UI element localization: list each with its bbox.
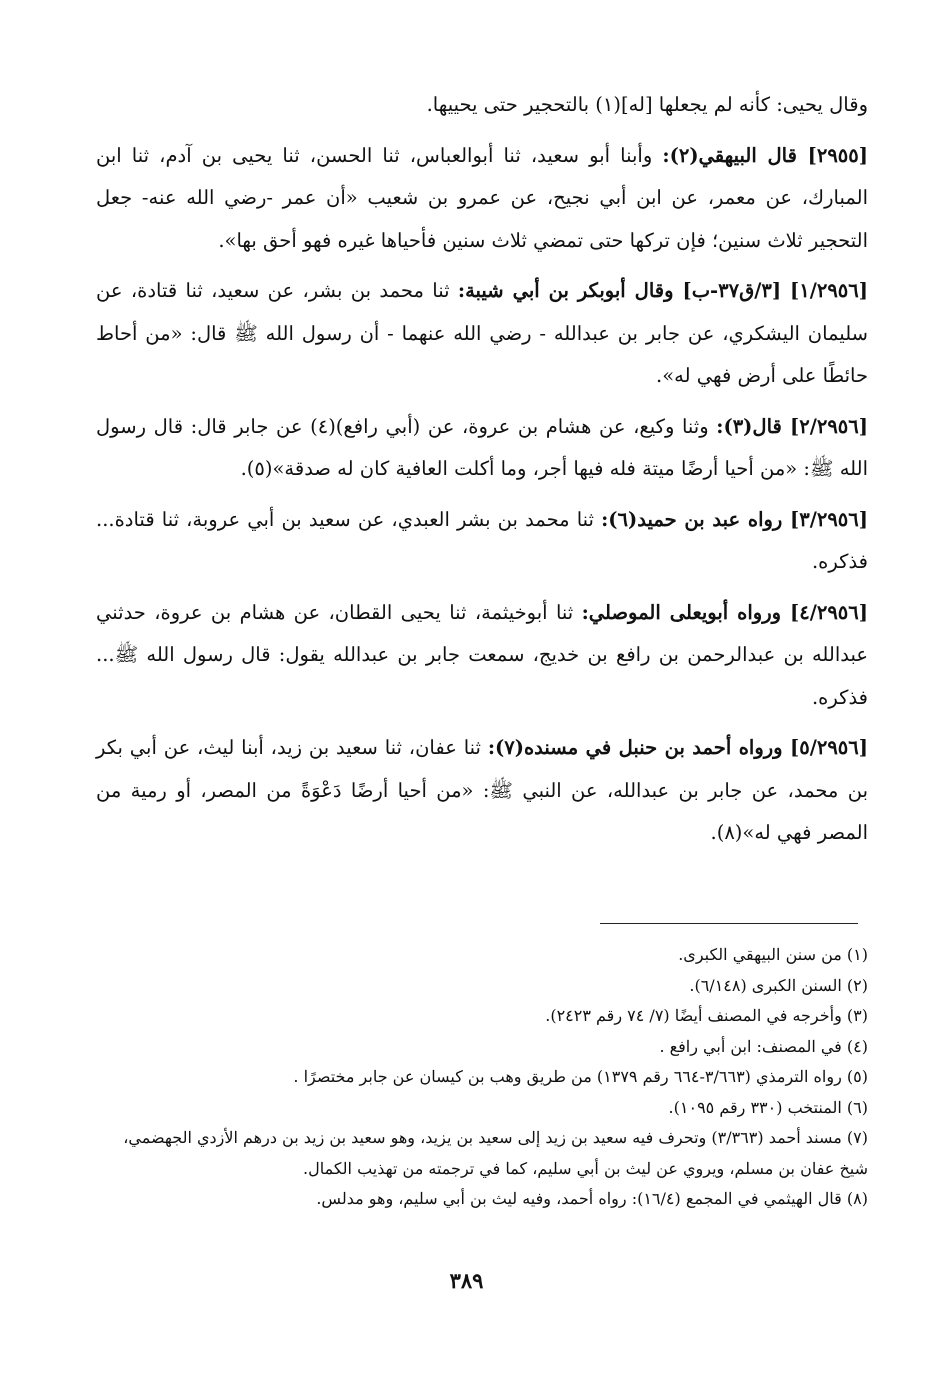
- hadith-heading: [٥/٢٩٥٦] ورواه أحمد بن حنبل في مسنده(٧):: [487, 736, 868, 759]
- hadith-heading: [٣/٢٩٥٦] رواه عبد بن حميد(٦):: [601, 507, 868, 531]
- hadith-text: ثنا عفان، ثنا سعيد بن زيد، أبنا ليث، عن أبي بكر بن محمد، عن جابر بن عبدالله، عن النبي ﷺ: «من أحيا أرضًا دَعْوَةً من المصر، أو رمية من المصر فهي له»(٨).: [96, 736, 868, 844]
- footnote: (٣) وأخرجه في المصنف أيضًا (٧/ ٧٤ رقم ٢٤٢٣).: [545, 1006, 868, 1025]
- hadith-text: ثنا محمد بن بشر العبدي، عن سعيد بن أبي عروبة، ثنا قتادة... فذكره.: [96, 507, 868, 573]
- hadith-heading: [٤/٢٩٥٦] ورواه أبويعلى الموصلي:: [581, 600, 868, 624]
- hadith-heading: [٢/٢٩٥٦] قال(٣):: [716, 414, 868, 438]
- footnote: (٤) في المصنف: ابن أبي رافع .: [659, 1036, 868, 1056]
- footnote: (٥) رواه الترمذي (٣/٦٦٣-٦٦٤ رقم ١٣٧٩) من طريق وهب بن كيسان عن جابر مختصرًا .: [293, 1067, 868, 1086]
- hadith-2955: [96, 135, 868, 263]
- hadith-text: ثنا محمد بن بشر، عن سعيد، ثنا قتادة، عن سليمان اليشكري، عن جابر بن عبدالله - رضي الله عنهما - أن رسول الله ﷺ قال: «من أحاط حائطًا على أرض فهي له».: [96, 279, 868, 387]
- hadith-heading: [٢٩٥٥] قال البيهقي(٢):: [662, 143, 868, 167]
- hadith-text: وقال يحيى: كأنه لم يجعلها [له](١) بالتحجير حتى يحييها.: [426, 93, 868, 116]
- hadith-text: ثنا أبوخيثمة، ثنا يحيى القطان، عن هشام بن عروة، حدثني عبدالله بن عبدالرحمن بن رافع بن خديج، سمعت جابر بن عبدالله يقول: قال رسول الله ﷺ... فذكره.: [96, 600, 868, 709]
- hadith-2956-5: [96, 727, 868, 855]
- footnote: (٦) المنتخب (٣٣٠ رقم ١٠٩٥).: [668, 1097, 868, 1117]
- footnote: (٢) السنن الكبرى (٦/١٤٨).: [689, 975, 868, 995]
- hadith-2956-2: [96, 406, 868, 491]
- main-text: [96, 84, 868, 863]
- footnotes: [96, 940, 868, 1215]
- footnote: (٧) مسند أحمد (٣/٣٦٣) وتحرف فيه سعيد بن زيد إلى سعيد بن يزيد، وهو سعيد بن زيد بن درهم الأزدي الجهضمي، شيخ عفان بن مسلم، ويروي عن ليث بن أبي سليم، كما في ترجمته من تهذيب الكمال.: [123, 1128, 868, 1178]
- footnote: (١) من سنن البيهقي الكبرى.: [678, 945, 868, 964]
- page-number: ٣٨٩: [449, 1268, 484, 1293]
- hadith-2956-1: [96, 270, 868, 398]
- footnote-divider: [600, 923, 858, 924]
- hadith-text: وأبنا أبو سعيد، ثنا أبوالعباس، ثنا الحسن، ثنا يحيى بن آدم، ثنا ابن المبارك، عن معمر، عن ابن أبي نجيح، عن عمرو بن شعيب «أن عمر -رضي الله عنه- جعل التحجير ثلاث سنين؛ فإن تركها حتى تمضي ثلاث سنين فأحياها غيره فهو أحق بها».: [96, 143, 868, 252]
- hadith-2956-4: [96, 592, 868, 720]
- footnote: (٨) قال الهيثمي في المجمع (١٦/٤): رواه أحمد، وفيه ليث بن أبي سليم، وهو مدلس.: [316, 1189, 868, 1208]
- hadith-2956-3: [96, 499, 868, 584]
- hadith-text: وثنا وكيع، عن هشام بن عروة، عن (أبي رافع)(٤) عن جابر قال: قال رسول الله ﷺ: «من أحيا أرضًا ميتة فله فيها أجر، وما أكلت العافية كان له صدقة»(٥).: [96, 414, 868, 480]
- intro-line: [96, 84, 868, 127]
- hadith-heading: [١/٢٩٥٦] [٣/ق٣٧-ب] وقال أبوبكر بن أبي شيبة:: [457, 279, 868, 302]
